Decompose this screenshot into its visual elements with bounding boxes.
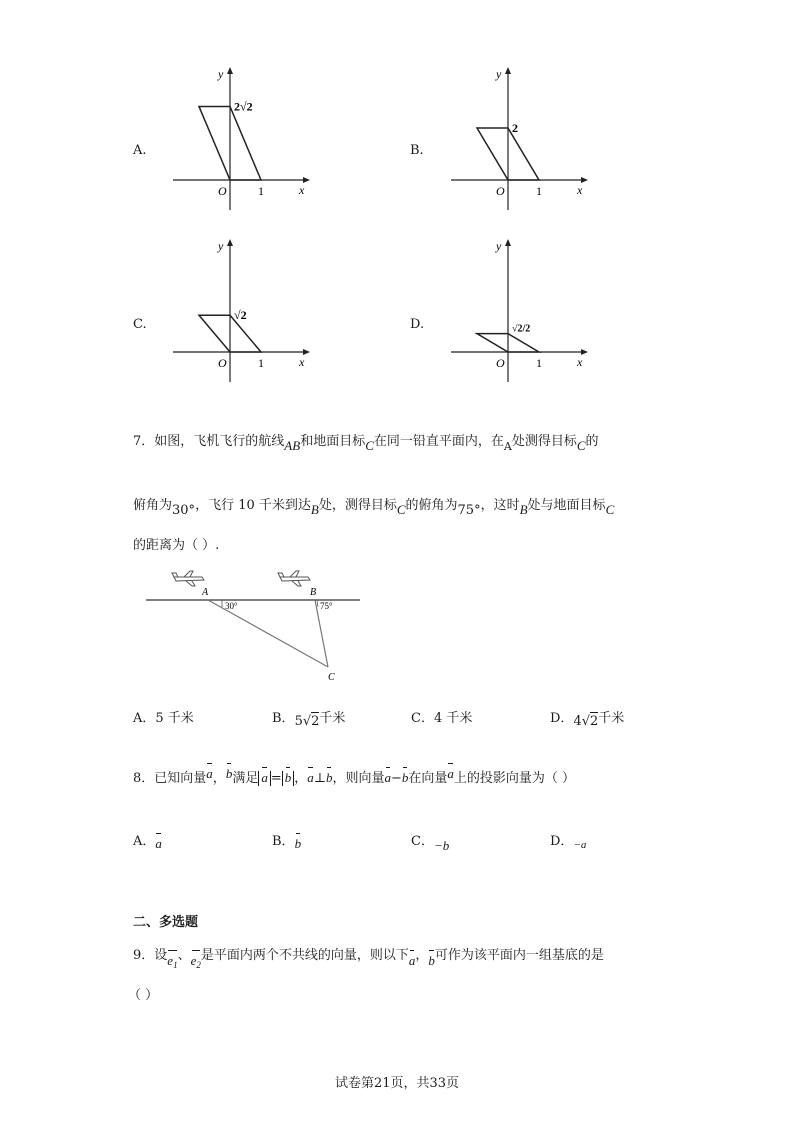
- x-tick-label: 1: [536, 356, 542, 370]
- height-label: 2: [512, 121, 518, 135]
- perp-symbol: ⊥: [313, 771, 326, 786]
- q7-number: 7．: [133, 434, 155, 449]
- q7-text: 处与地面目标: [527, 498, 606, 513]
- q8-text: ，则向量: [332, 771, 385, 786]
- minus-symbol: −: [391, 771, 402, 786]
- abs-a: [258, 771, 271, 786]
- q9-text: ，: [415, 948, 429, 963]
- origin-label: O: [496, 356, 505, 370]
- vector-e1: [167, 953, 177, 970]
- q8-option-b[interactable]: [272, 830, 301, 849]
- option-label: A．: [133, 834, 156, 849]
- q7-text: 处测得目标: [511, 434, 577, 449]
- option-label: B．: [272, 711, 295, 726]
- vector-a: a: [307, 770, 314, 785]
- q9-text: 、: [177, 948, 191, 963]
- q8-text: 上的投影向量为（ ）: [453, 771, 576, 786]
- q7-angle-30: 30°: [172, 503, 196, 518]
- subscript-2: 2: [196, 960, 201, 970]
- vector-a: a: [261, 770, 268, 785]
- y-axis-arrow-icon: [227, 67, 233, 74]
- option-text: −a: [573, 839, 587, 851]
- q7-text: 和地面目标: [300, 434, 366, 449]
- q8-option-d[interactable]: [550, 830, 586, 849]
- graph-option-b: [443, 60, 593, 215]
- q7-option-a[interactable]: [133, 707, 194, 726]
- vector-b: b: [428, 953, 435, 968]
- option-text: −b: [433, 838, 450, 853]
- q7-b: B: [519, 502, 528, 517]
- y-axis-label: y: [496, 239, 502, 253]
- vector-b: b: [225, 766, 233, 781]
- q8-text: 已知向量: [154, 771, 207, 786]
- vector-a: a: [206, 766, 213, 781]
- option-text: 4 千米: [433, 711, 473, 726]
- q8-text: ，: [212, 771, 226, 786]
- graph-option-d: [443, 232, 593, 387]
- figure-angle-a: 30°: [225, 601, 238, 611]
- option-coef: 5: [294, 714, 303, 729]
- x-axis-label: x: [577, 355, 583, 369]
- q9-number: 9．: [133, 948, 155, 963]
- q9-line-2: （ ）: [128, 988, 159, 1003]
- vector-b: b: [401, 770, 409, 785]
- y-axis-arrow-icon: [227, 239, 233, 246]
- q8-option-a[interactable]: [133, 830, 162, 849]
- graph-option-d-label[interactable]: D.: [410, 317, 425, 332]
- vector-e: e: [167, 953, 174, 968]
- option-label: C．: [411, 711, 434, 726]
- graph-option-b-label[interactable]: B.: [410, 143, 424, 158]
- q8-eq: =: [270, 771, 282, 786]
- q7-line-1: [133, 430, 599, 453]
- q7-option-d[interactable]: [550, 707, 625, 729]
- q9-text: 可作为该平面内一组基底的是: [434, 948, 604, 963]
- figure-point-a: A: [202, 587, 209, 598]
- q7-c: C: [396, 502, 406, 517]
- height-label: √2: [234, 308, 247, 323]
- q7-c: C: [576, 438, 586, 453]
- figure-point-c: C: [328, 672, 335, 683]
- q7-option-b[interactable]: [272, 707, 346, 729]
- x-axis-label: x: [577, 183, 583, 197]
- graph-option-a-label[interactable]: A.: [133, 143, 147, 158]
- x-axis-label: x: [299, 355, 305, 369]
- option-label: D．: [550, 711, 574, 726]
- q7-text: 如图，飞机飞行的航线: [154, 434, 285, 449]
- q7-text: ，飞行 10 千米到达: [195, 498, 311, 513]
- figure-point-b: B: [310, 587, 317, 598]
- q9-text: 是平面内两个不共线的向量，则以下: [200, 948, 409, 963]
- q7-text: ，这时: [480, 498, 520, 513]
- vector-a: a: [447, 766, 454, 781]
- q8-text: 满足: [232, 771, 259, 786]
- vector-b: b: [325, 770, 333, 785]
- q7-line-2: [133, 494, 615, 518]
- x-axis-label: x: [299, 183, 305, 197]
- q8-text: ，: [294, 771, 308, 786]
- q7-text: 的俯角为: [405, 498, 458, 513]
- page-footer: 试卷第21页，共33页: [334, 1076, 460, 1091]
- q7-angle-75: 75°: [457, 503, 481, 518]
- x-tick-label: 1: [258, 184, 264, 198]
- q9-line-1: [133, 944, 604, 970]
- q7-text: 的: [585, 434, 599, 449]
- sqrt-icon: √: [581, 714, 591, 729]
- origin-label: O: [218, 356, 227, 370]
- origin-label: O: [496, 184, 505, 198]
- q7-line-3: 的距离为（ ）.: [133, 538, 220, 553]
- y-axis-label: y: [218, 239, 224, 253]
- x-tick-label: 1: [258, 356, 264, 370]
- airplane-icon-a: [172, 571, 204, 586]
- y-axis-arrow-icon: [505, 67, 511, 74]
- option-unit: 千米: [598, 711, 625, 726]
- q8-number: 8．: [133, 771, 155, 786]
- q9-text: 设: [154, 948, 168, 963]
- q7-option-c[interactable]: [411, 707, 472, 726]
- option-text: 5 千米: [155, 711, 194, 726]
- height-label: √2/2: [512, 323, 531, 335]
- option-label: B．: [272, 834, 295, 849]
- q7-figure: [140, 565, 370, 685]
- q7-text: 俯角为: [133, 498, 173, 513]
- airplane-icon-b: [278, 571, 310, 586]
- vector-a: a: [384, 770, 391, 785]
- q7-c: C: [605, 502, 615, 517]
- figure-angle-b: 75°: [320, 601, 333, 611]
- sqrt-icon: √: [302, 714, 312, 729]
- vector-e: e: [190, 953, 197, 968]
- option-label: A．: [133, 711, 156, 726]
- option-radicand: 2: [590, 714, 599, 729]
- option-label: D．: [550, 834, 574, 849]
- q8-line-1: [133, 767, 575, 786]
- option-label: C．: [411, 834, 434, 849]
- y-axis-label: y: [218, 67, 224, 81]
- abs-b: [282, 771, 295, 786]
- x-tick-label: 1: [536, 184, 542, 198]
- option-text: a: [155, 836, 162, 851]
- vector-b: b: [284, 770, 292, 785]
- option-coef: 4: [573, 714, 582, 729]
- q8-option-c[interactable]: [411, 830, 450, 853]
- height-label: 2√2: [234, 99, 253, 114]
- q7-c: C: [365, 438, 374, 453]
- y-axis-label: y: [496, 67, 502, 81]
- graph-option-c-label[interactable]: C.: [133, 317, 147, 332]
- option-text: b: [294, 836, 302, 851]
- option-radicand: 2: [311, 714, 320, 729]
- option-unit: 千米: [319, 711, 346, 726]
- q7-text: 处，测得目标: [318, 498, 397, 513]
- q7-text: 在同一铅直平面内，在: [373, 434, 504, 449]
- vector-e2: [191, 953, 201, 970]
- graph-option-a: [165, 60, 315, 215]
- subscript-1: 1: [173, 960, 178, 970]
- origin-label: O: [218, 184, 227, 198]
- q7-b: B: [310, 502, 319, 517]
- y-axis-arrow-icon: [505, 239, 511, 246]
- section-title: 二、多选题: [133, 915, 199, 930]
- q8-text: 在向量: [408, 771, 448, 786]
- q7-ab: AB: [284, 438, 301, 453]
- q7-a: A: [503, 440, 512, 453]
- graph-option-c: [165, 232, 315, 387]
- vector-a: a: [408, 953, 416, 968]
